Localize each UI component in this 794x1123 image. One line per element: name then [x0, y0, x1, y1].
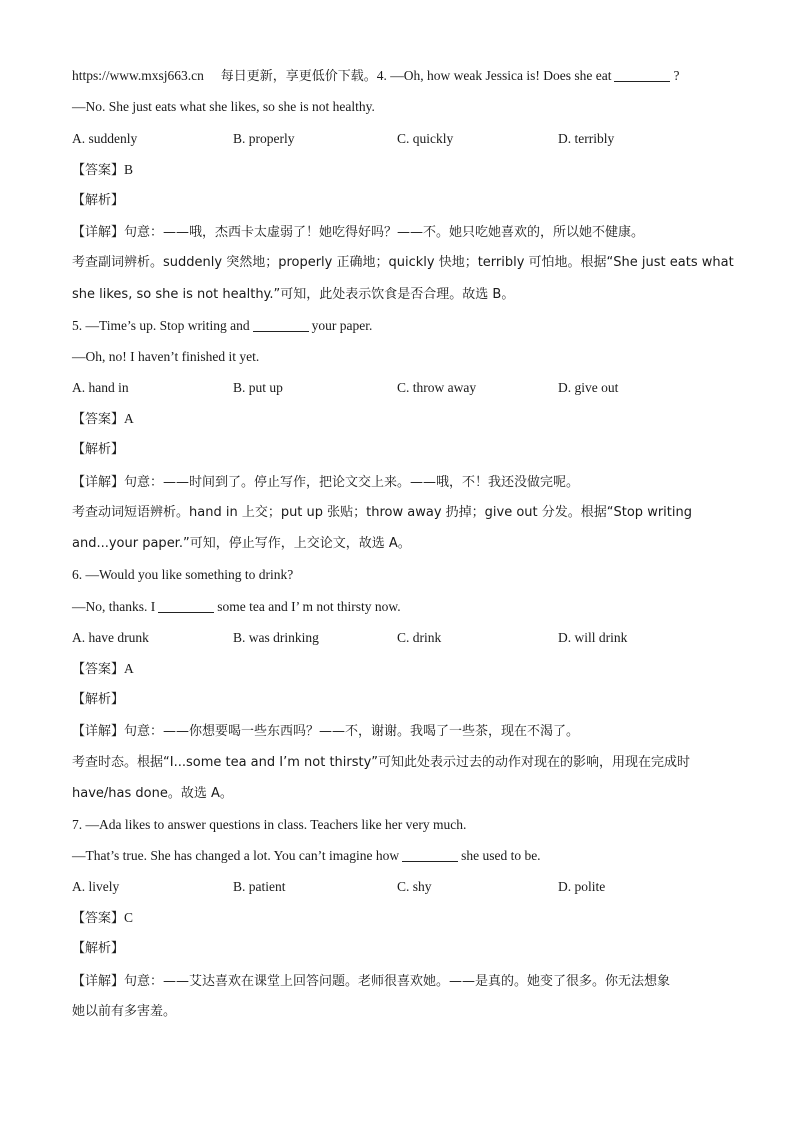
answer-tag: 【答案】 — [72, 163, 125, 178]
q6-option-c: C. drink — [397, 630, 442, 645]
q4-question-part2: ? — [673, 68, 680, 83]
q6-option-b: B. was drinking — [233, 630, 319, 645]
q5-options — [72, 378, 722, 398]
q6-blank — [158, 598, 214, 613]
answer-tag: 【答案】 — [72, 412, 125, 427]
q5-analysis-tag: 【解析】 — [72, 442, 125, 457]
q6-analysis-tag: 【解析】 — [72, 692, 125, 707]
q7-question-part1: —That’s true. She has changed a lot. You can’t imagine how — [72, 848, 400, 863]
q5-option-a: A. hand in — [72, 380, 129, 395]
q6-detail3: have/has done。故选 A。 — [72, 786, 233, 801]
detail-tag: 【详解】 — [72, 225, 125, 240]
q7-detail2: 她以前有多害羞。 — [72, 1004, 177, 1019]
q7-option-c: C. shy — [397, 879, 432, 894]
q5-line2: —Oh, no! I haven’t finished it yet. — [72, 349, 260, 364]
detail-tag: 【详解】 — [72, 475, 125, 490]
q5-detail1-text: 句意：——时间到了。停止写作，把论文交上来。——哦，不！我还没做完呢。 — [124, 475, 580, 490]
q7-answer-value: C — [124, 910, 134, 925]
detail-tag: 【详解】 — [72, 974, 125, 989]
q5-detail3: and...your paper.”可知，停止写作，上交论文，故选 A。 — [72, 536, 411, 551]
detail-tag: 【详解】 — [72, 724, 125, 739]
q4-option-b: B. properly — [233, 131, 295, 146]
q7-blank — [402, 847, 458, 862]
q7-option-a: A. lively — [72, 879, 120, 894]
q7-options — [72, 877, 722, 897]
q6-question-part2: some tea and I’ m not thirsty now. — [217, 599, 401, 614]
q4-line1 — [72, 66, 722, 87]
header-promo: 每日更新，享更低价下载。 — [220, 69, 377, 84]
q7-detail1-text: 句意：——艾达喜欢在课堂上回答问题。老师很喜欢她。——是真的。她变了很多。你无法想象 — [124, 974, 671, 989]
header-url: https://www.mxsj663.cn — [72, 68, 204, 83]
q5-line1 — [72, 316, 722, 336]
q4-blank — [614, 67, 670, 82]
q7-option-d: D. polite — [558, 879, 606, 894]
q4-option-c: C. quickly — [397, 131, 454, 146]
q5-detail1 — [72, 472, 722, 493]
q5-option-c: C. throw away — [397, 380, 477, 395]
q6-options — [72, 628, 722, 648]
q7-line1: 7. —Ada likes to answer questions in class. Teachers like her very much. — [72, 817, 467, 832]
q6-option-d: D. will drink — [558, 630, 628, 645]
q4-detail1-text: 句意：——哦，杰西卡太虚弱了！她吃得好吗？——不。她只吃她喜欢的，所以她不健康。 — [124, 225, 645, 240]
q6-line2 — [72, 597, 722, 617]
q4-detail1 — [72, 222, 722, 243]
q4-question-part1: —Oh, how weak Jessica is! Does she eat — [390, 68, 612, 83]
q6-answer — [72, 659, 722, 680]
q6-question-part1: —No, thanks. I — [72, 599, 156, 614]
q5-answer-value: A — [124, 411, 134, 426]
q4-line2: —No. She just eats what she likes, so she is not healthy. — [72, 99, 375, 114]
answer-tag: 【答案】 — [72, 662, 125, 677]
q4-option-a: A. suddenly — [72, 131, 138, 146]
q4-detail2: 考查副词辨析。suddenly 突然地；properly 正确地；quickly 快地；terribly 可怕地。根据“She just eats what — [72, 255, 734, 270]
q6-detail1 — [72, 721, 722, 742]
q6-line1: 6. —Would you like something to drink? — [72, 567, 294, 582]
q5-detail2: 考查动词短语辨析。hand in 上交；put up 张贴；throw away 扔掉；give out 分发。根据“Stop writing — [72, 505, 692, 520]
q4-option-d: D. terribly — [558, 131, 615, 146]
q5-option-d: D. give out — [558, 380, 619, 395]
q4-answer-value: B — [124, 162, 134, 177]
q7-answer — [72, 908, 722, 929]
q7-question-part2: she used to be. — [461, 848, 541, 863]
q6-option-a: A. have drunk — [72, 630, 149, 645]
answer-tag: 【答案】 — [72, 911, 125, 926]
q5-question-part2: your paper. — [311, 318, 373, 333]
q7-detail1 — [72, 971, 722, 992]
q6-answer-value: A — [124, 661, 134, 676]
q5-question-part1: 5. —Time’s up. Stop writing and — [72, 318, 250, 333]
q4-analysis-tag: 【解析】 — [72, 193, 125, 208]
q4-answer — [72, 160, 722, 181]
q4-options — [72, 129, 722, 149]
q5-blank — [253, 317, 309, 332]
q6-detail1-text: 句意：——你想要喝一些东西吗？——不，谢谢。我喝了一些茶，现在不渴了。 — [124, 724, 580, 739]
q7-option-b: B. patient — [233, 879, 286, 894]
q5-answer — [72, 409, 722, 430]
q4-number: 4. — [376, 68, 387, 83]
q6-detail2: 考查时态。根据“I...some tea and I’m not thirsty”可知此处表示过去的动作对现在的影响，用现在完成时 — [72, 755, 691, 770]
q5-option-b: B. put up — [233, 380, 283, 395]
q7-line2 — [72, 846, 722, 866]
q4-detail3: she likes, so she is not healthy.”可知，此处表示饮食是否合理。故选 B。 — [72, 287, 515, 302]
q7-analysis-tag: 【解析】 — [72, 941, 125, 956]
